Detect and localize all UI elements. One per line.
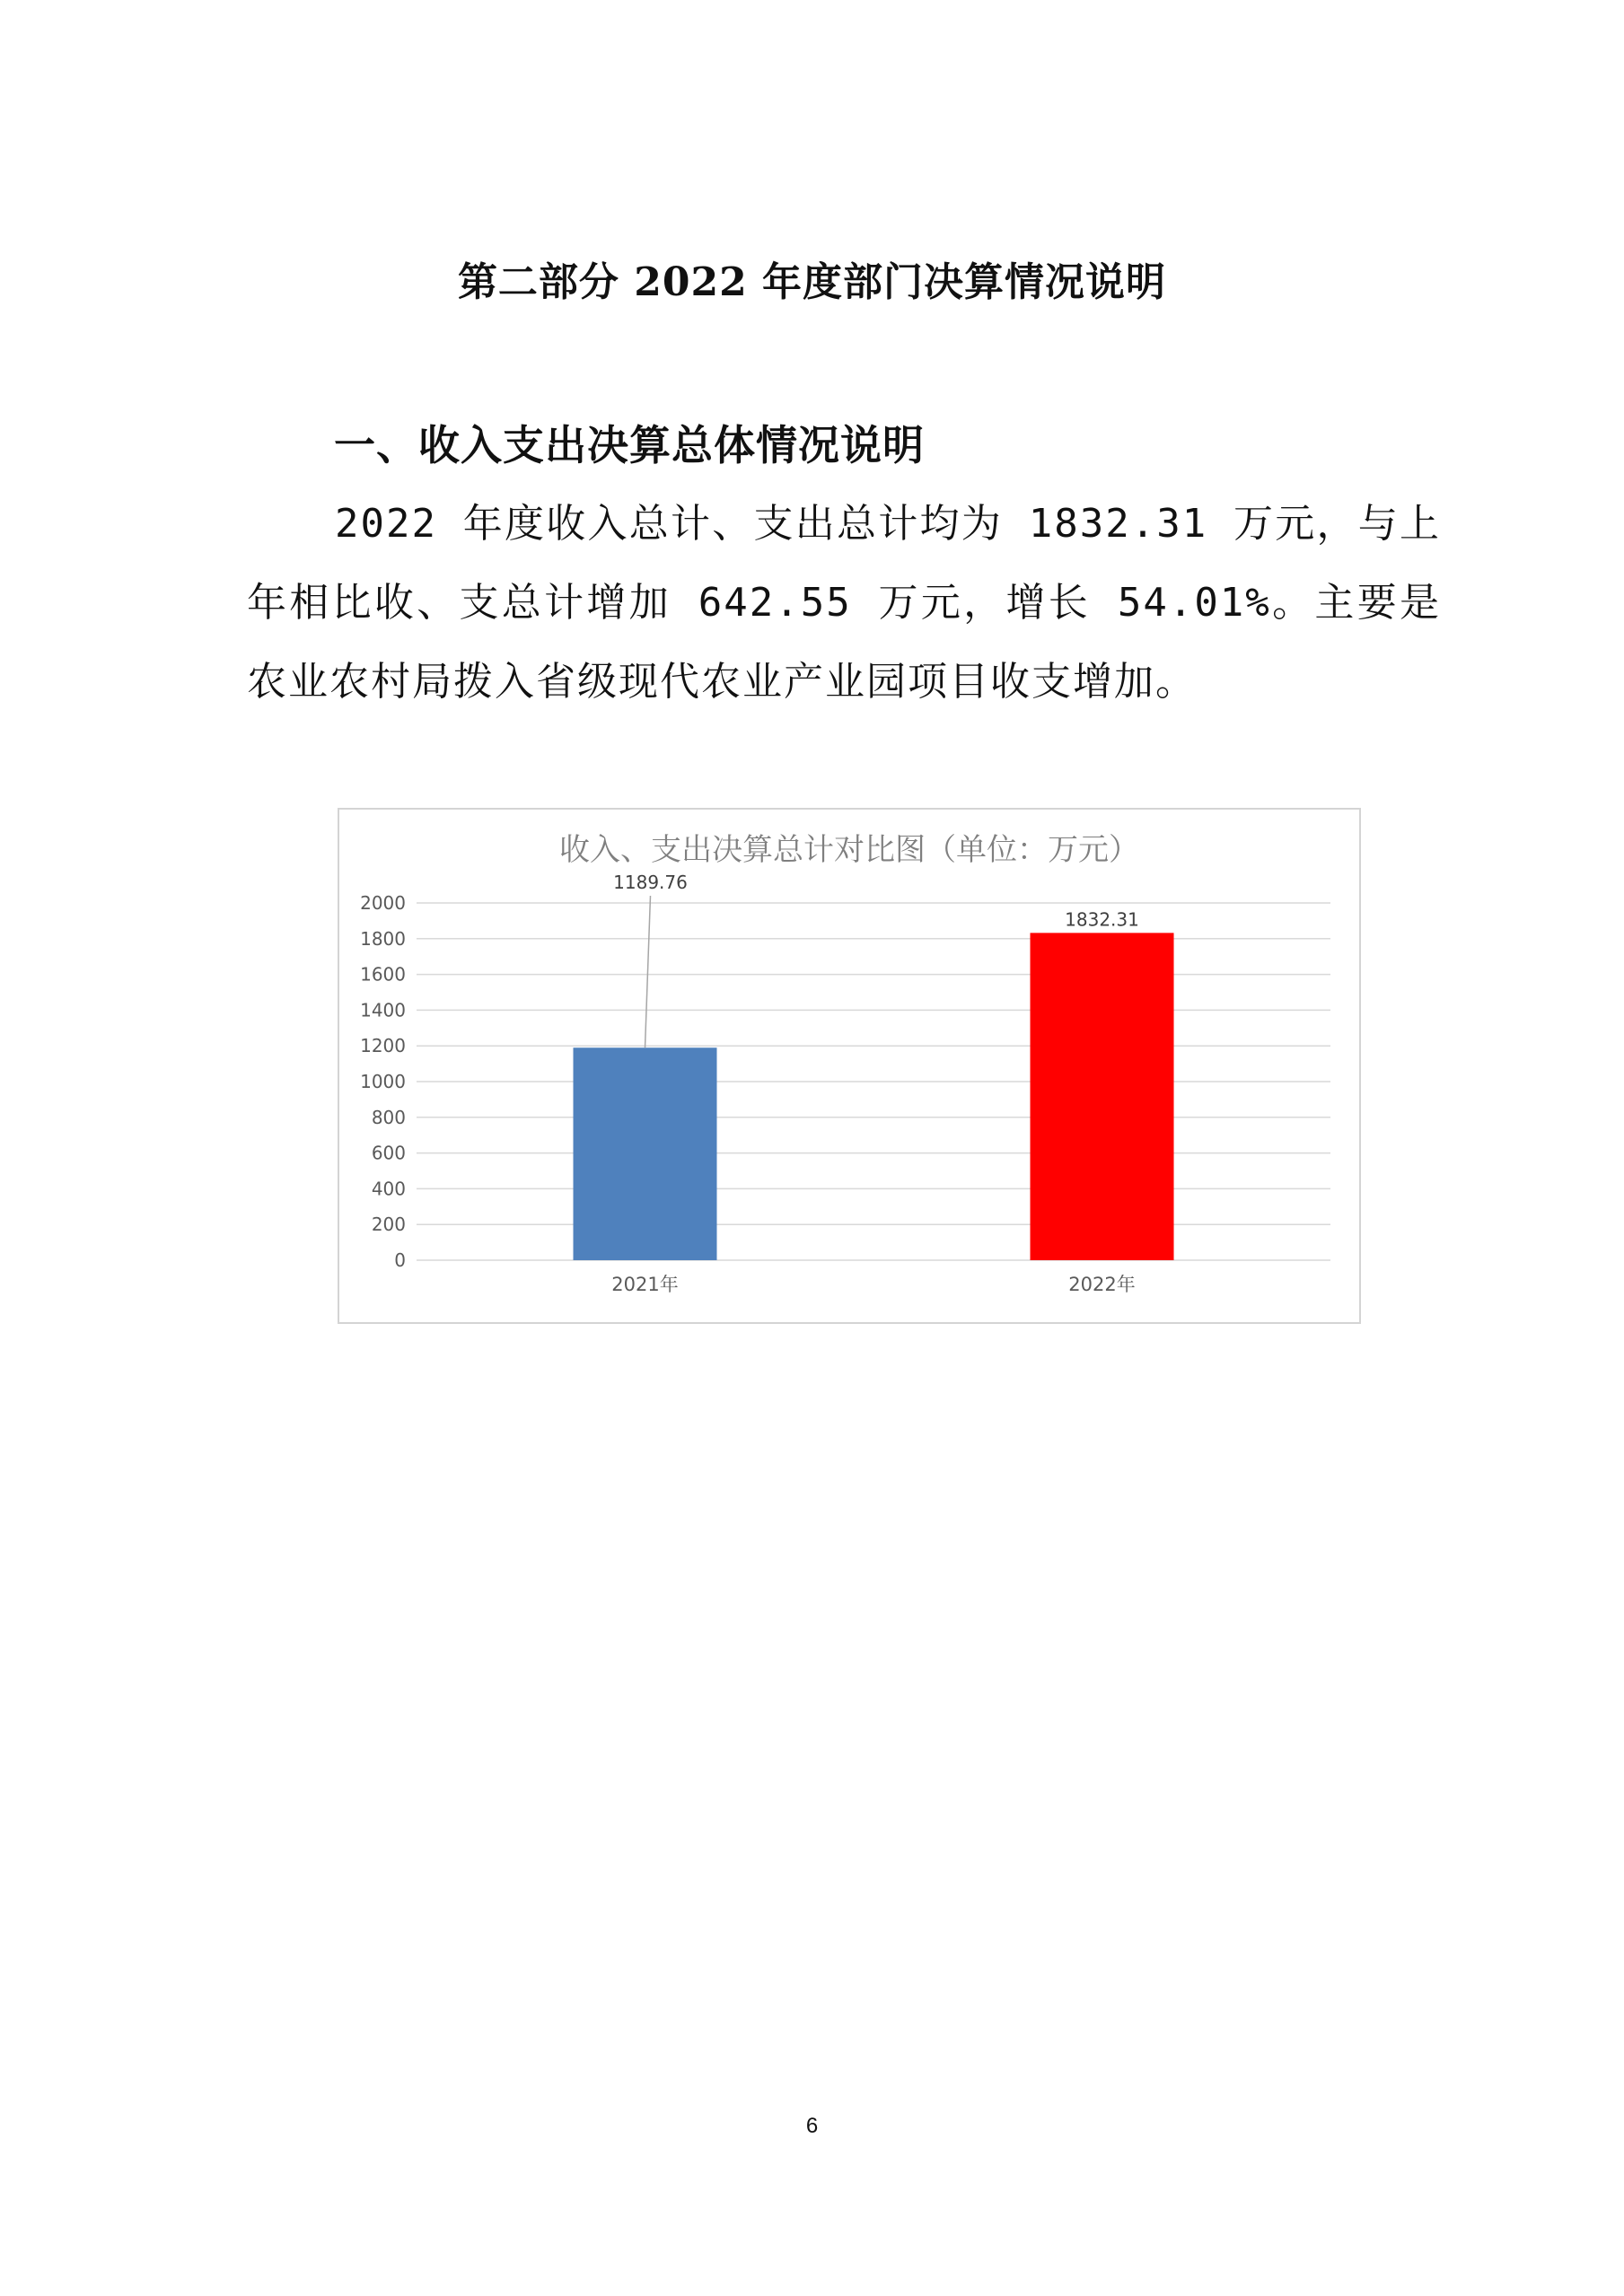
y-tick-label: 200 — [371, 1214, 406, 1236]
body-paragraph: 2022 年度收入总计、支出总计均为 1832.31 万元，与上年相比收、支总计增加 642.55 万元，增长 54.01%。主要是农业农村局拨入省级现代农业产业园项目收支增加。 — [247, 501, 1441, 705]
data-label-leader-line — [645, 896, 651, 1047]
y-tick-label: 1600 — [360, 963, 406, 986]
chart-title: 收入、支出决算总计对比图（单位：万元） — [559, 832, 1139, 868]
y-tick-label: 1000 — [360, 1071, 406, 1092]
bar-2022年 — [1031, 933, 1174, 1260]
data-label: 1189.76 — [613, 872, 688, 893]
y-tick-label: 600 — [371, 1142, 406, 1164]
y-tick-label: 1400 — [360, 999, 406, 1021]
y-tick-label: 2000 — [360, 892, 406, 914]
section-heading: 一、收入支出决算总体情况说明 — [334, 421, 925, 469]
y-tick-label: 1800 — [360, 927, 406, 950]
data-label: 1832.31 — [1065, 908, 1139, 931]
x-tick-label: 2021年 — [611, 1274, 679, 1295]
y-tick-label: 400 — [371, 1178, 406, 1200]
page-title: 第二部分 2022 年度部门决算情况说明 — [457, 259, 1167, 305]
bar-2021年 — [574, 1047, 717, 1260]
bar-chart — [339, 810, 1359, 1322]
y-tick-label: 0 — [394, 1249, 406, 1271]
chart-container — [338, 808, 1361, 1324]
y-tick-label: 800 — [371, 1106, 406, 1128]
y-tick-label: 1200 — [360, 1035, 406, 1057]
page-number: 6 — [805, 2114, 819, 2138]
x-tick-label: 2022年 — [1068, 1274, 1136, 1295]
